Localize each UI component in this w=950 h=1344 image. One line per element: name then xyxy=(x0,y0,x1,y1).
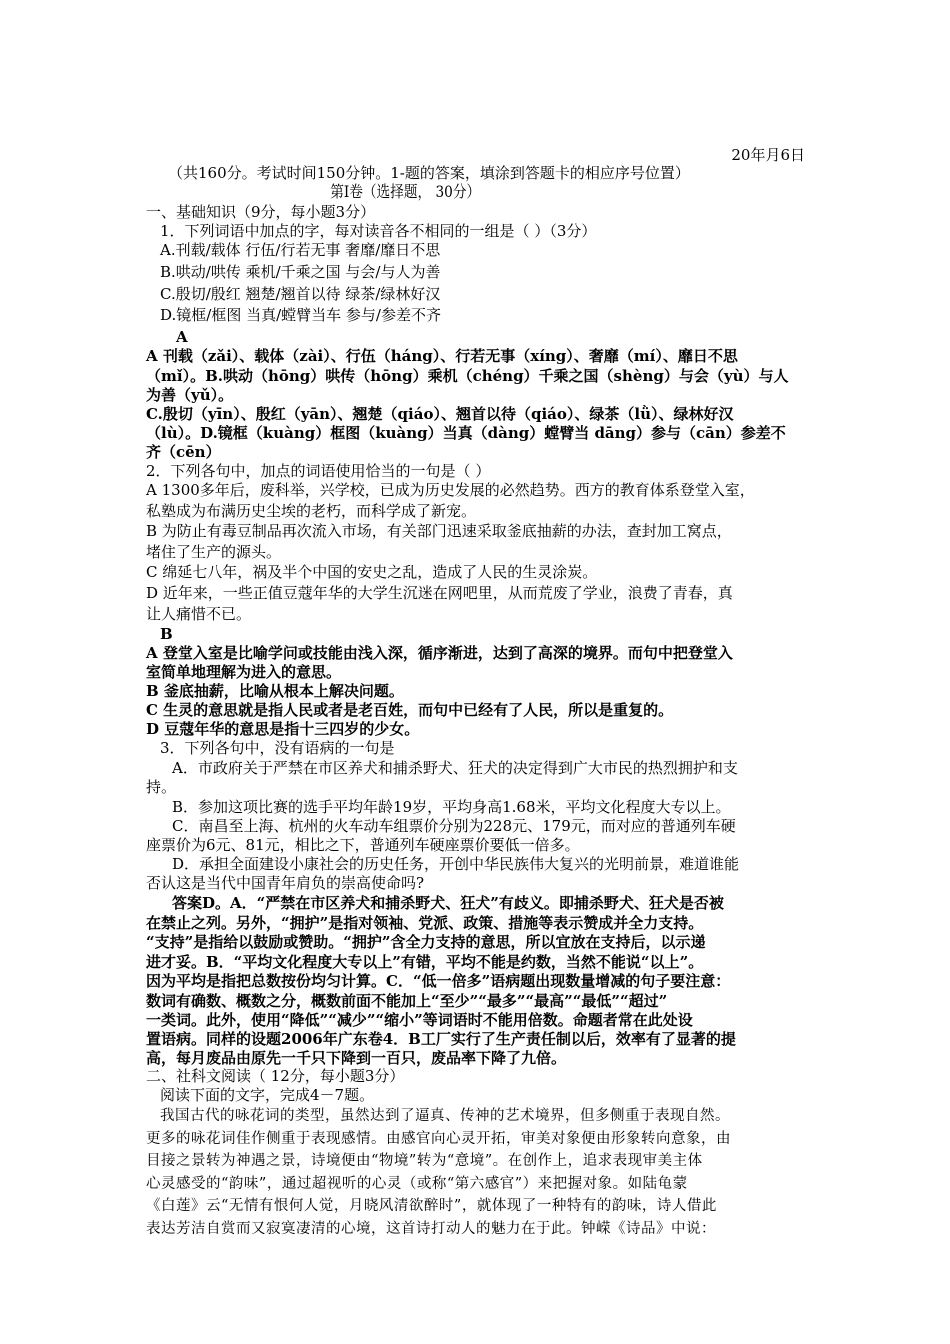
q2-explanation-line: D 豆蔻年华的意思是指十三四岁的少女。 xyxy=(146,720,420,738)
q1-option-b: B.哄动/哄传 乘机/千乘之国 与会/与人为善 xyxy=(160,263,441,281)
q2-option-line: 堵住了生产的源头。 xyxy=(146,543,282,561)
section1-heading: 一、基础知识（9分，每小题3分） xyxy=(146,203,376,221)
q1-explanation-line: 齐（cēn） xyxy=(146,443,221,461)
q2-option-line: C 绵延七八年，祸及半个中国的安史之乱，造成了人民的生灵涂炭。 xyxy=(146,563,598,581)
q3-option-line: C．南昌至上海、杭州的火车动车组票价分别为228元、179元，而对应的普通列车硬 xyxy=(172,817,736,835)
q2-option-line: 私塾成为布满历史尘埃的老朽，而科学成了新宠。 xyxy=(146,502,477,520)
q3-option-line: B．参加这项比赛的选手平均年龄19岁，平均身高1.68米，平均文化程度大专以上。 xyxy=(172,798,731,816)
q3-explanation-line: 进才妥。B．“平均文化程度大专以上”有错，平均不能是约数，当然不能说“以上”。 xyxy=(146,953,704,971)
q2-explanation-line: B 釜底抽薪，比喻从根本上解决问题。 xyxy=(146,682,404,700)
q1-option-a: A.刊载/载体 行伍/行若无事 奢靡/靡日不思 xyxy=(160,241,441,259)
q1-option-d: D.镜框/框图 当真/螳臂当车 参与/参差不齐 xyxy=(160,306,441,324)
q2-option-line: B 为防止有毒豆制品再次流入市场，有关部门迅速采取釜底抽薪的办法，查封加工窝点， xyxy=(146,522,732,540)
exam-instructions: （共160分。考试时间150分钟。1-题的答案，填涂到答题卡的相应序号位置） xyxy=(168,164,690,182)
q3-option-line: A．市政府关于严禁在市区养犬和捕杀野犬、狂犬的决定得到广大市民的热烈拥护和支 xyxy=(172,759,738,777)
q3-explanation-line: 数词有确数、概数之分，概数前面不能加上“至少”“最多”“最高”“最低”“超过” xyxy=(146,992,668,1010)
q1-answer: A xyxy=(176,328,188,346)
q1-option-c: C.殷切/殷红 翘楚/翘首以待 绿茶/绿林好汉 xyxy=(160,285,441,303)
q1-explanation-line: 为善（yǔ）。 xyxy=(146,386,234,404)
q3-explanation-line: 在禁止之列。另外，“拥护”是指对领袖、党派、政策、措施等表示赞成并全力支持。 xyxy=(146,914,704,932)
q3-option-line: 持。 xyxy=(146,778,177,796)
section2-heading: 二、社科文阅读（ 12分，每小题3分） xyxy=(146,1067,405,1085)
q3-option-line: 座票价为6元、81元，相比之下，普通列车硬座票价要低一倍多。 xyxy=(146,836,580,854)
q2-explanation-line: C 生灵的意思就是指人民或者是老百姓，而句中已经有了人民，所以是重复的。 xyxy=(146,701,674,719)
q3-explanation-line: 置语病。同样的设题2006年广东卷4．B工厂实行了生产责任制以后，效率有了显著的提 xyxy=(146,1030,736,1048)
passage-line: 《白莲》云“无情有恨何人觉，月晓风清欲醉时”，就体现了一种特有的韵味，诗人借此 xyxy=(146,1198,717,1214)
passage-line: 更多的咏花词佳作侧重于表现感情。由感官向心灵开拓，审美对象便由形象转向意象，由 xyxy=(146,1131,731,1147)
q1-explanation-line: C.殷切（yīn）、殷红（yān）、翘楚（qiáo）、翘首以待（qiáo）、绿茶（lǜ）、绿林好汉 xyxy=(146,405,734,423)
q2-explanation-line: A 登堂入室是比喻学问或技能由浅入深，循序渐进，达到了高深的境界。而句中把登堂入 xyxy=(146,644,733,662)
q3-explanation-line: 一类词。此外，使用“降低”“减少”“缩小”等词语时不能用倍数。命题者常在此处设 xyxy=(146,1011,693,1029)
exam-date: 20年月6日 xyxy=(731,146,805,164)
passage-line: 我国古代的咏花词的类型，虽然达到了逼真、传神的艺术境界，但多侧重于表现自然。 xyxy=(160,1108,730,1124)
passage-line: 目接之景转为神遇之景，诗境便由“物境”转为“意境”。在创作上，追求表现审美主体 xyxy=(146,1153,703,1169)
volume-title: 第I卷（选择题， 30分） xyxy=(330,182,481,201)
q1-stem: 1．下列词语中加点的字，每对读音各不相同的一组是（ ）（3分） xyxy=(160,222,597,240)
q2-stem: 2．下列各句中，加点的词语使用恰当的一句是（ ） xyxy=(146,462,491,480)
q3-option-line: 否认这是当代中国青年肩负的崇高使命吗? xyxy=(146,874,425,892)
q2-option-line: 让人痛惜不已。 xyxy=(146,605,252,623)
q1-explanation-line: （mǐ）。B.哄动（hōng）哄传（hōng）乘机（chéng）千乘之国（shèng）与会（yù）与人 xyxy=(146,367,789,385)
q1-explanation-line: （lù）。D.镜框（kuàng）框图（kuàng）当真（dàng）螳臂当 dāng）参与（cān）参差不 xyxy=(146,424,786,442)
q3-explanation-line: 答案D。A．“严禁在市区养犬和捕杀野犬、狂犬”有歧义。即捕杀野犬、狂犬是否被 xyxy=(172,894,724,912)
passage-line: 心灵感受的“韵味”，通过超视听的心灵（或称“第六感官”）来把握对象。如陆龟蒙 xyxy=(146,1176,688,1192)
section2-intro: 阅读下面的文字，完成4－7题。 xyxy=(160,1086,375,1104)
q1-explanation-line: A 刊载（zǎi）、载体（zài）、行伍（háng）、行若无事（xíng）、奢靡（mí）、靡日不思 xyxy=(146,347,738,365)
q2-answer: B xyxy=(160,625,173,643)
q2-option-line: A 1300多年后，废科举，兴学校，已成为历史发展的必然趋势。西方的教育体系登堂入室， xyxy=(146,481,755,499)
q3-explanation-line: “支持”是指给以鼓励或赞助。“拥护”含全力支持的意思，所以宜放在支持后，以示递 xyxy=(146,933,706,951)
q3-option-line: D．承担全面建设小康社会的历史任务，开创中华民族伟大复兴的光明前景，难道谁能 xyxy=(172,855,740,873)
q3-explanation-line: 高，每月废品由原先一千只下降到一百只，废品率下降了九倍。 xyxy=(146,1049,567,1067)
q2-explanation-line: 室简单地理解为进入的意思。 xyxy=(146,663,342,681)
q2-option-line: D 近年来，一些正值豆蔻年华的大学生沉迷在网吧里，从而荒废了学业，浪费了青春，真 xyxy=(146,584,733,602)
q3-explanation-line: 因为平均是指把总数按份均匀计算。C．“低一倍多”语病题出现数量增减的句子要注意： xyxy=(146,972,731,990)
q3-stem: 3．下列各句中，没有语病的一句是 xyxy=(160,739,395,757)
passage-line: 表达芳洁自赏而又寂寞凄清的心境，这首诗打动人的魅力在于此。钟嵘《诗品》中说： xyxy=(146,1221,716,1237)
